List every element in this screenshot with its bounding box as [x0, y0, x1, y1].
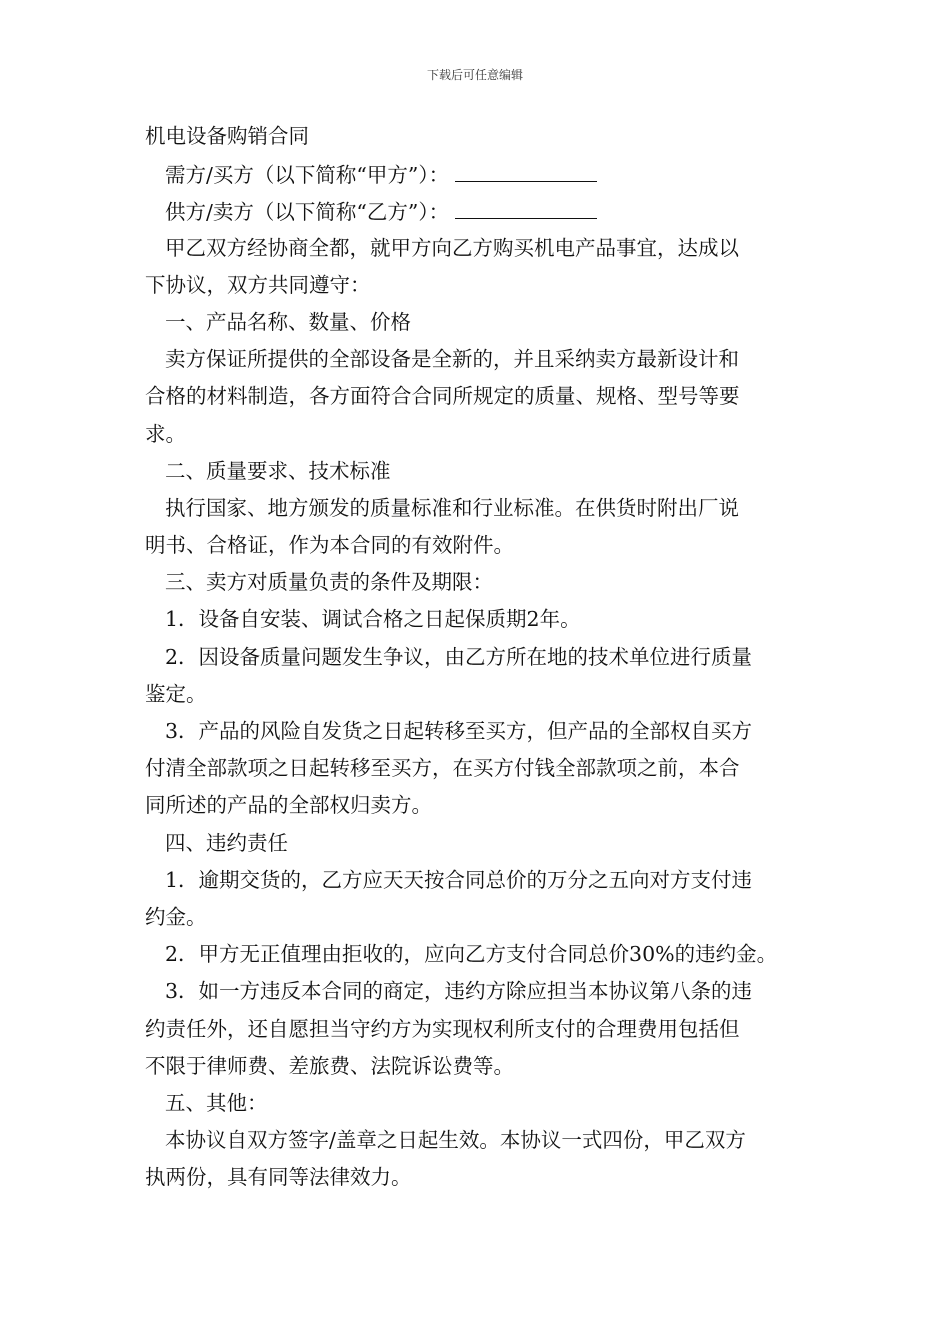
section-3-item-3-line-1: 3．产品的风险自发货之日起转移至买方，但产品的全部权自买方: [165, 719, 753, 743]
section-1-line-1: 卖方保证所提供的全部设备是全新的，并且采纳卖方最新设计和: [165, 347, 739, 372]
section-3-item-3-line-2: 付清全部款项之日起转移至买方，在买方付钱全部款项之前，本合: [145, 756, 740, 781]
party-b-label: 供方/卖方（以下简称“乙方”）：: [165, 200, 450, 225]
section-1-line-2: 合格的材料制造，各方面符合合同所规定的质量、规格、型号等要: [145, 384, 740, 409]
section-4-item-2: 2．甲方无正值理由拒收的，应向乙方支付合同总价30%的违约金。: [165, 942, 778, 967]
section-3-item-2-line-1: 2．因设备质量问题发生争议，由乙方所在地的技术单位进行质量: [165, 644, 753, 669]
section-2-line-1: 执行国家、地方颁发的质量标准和行业标准。在供货时附出厂说: [165, 495, 739, 520]
section-1-title: 一、产品名称、数量、价格: [165, 309, 411, 334]
section-4-item-1-line-2: 约金。: [145, 904, 207, 929]
party-a-blank[interactable]: [455, 155, 597, 182]
party-b-line: [145, 192, 813, 229]
section-3-item-1: 1．设备自安装、调试合格之日起保质期2年。: [165, 607, 581, 632]
section-4-item-3-line-3: 不限于律师费、差旅费、法院诉讼费等。: [145, 1053, 514, 1078]
intro-line-1: 甲乙双方经协商全都，就甲方向乙方购买机电产品事宜，达成以: [165, 235, 739, 260]
section-1-line-3: 求。: [145, 421, 186, 446]
section-4-item-3-line-2: 约责任外，还自愿担当守约方为实现权利所支付的合理费用包括但: [145, 1016, 740, 1041]
section-3-title: 三、卖方对质量负责的条件及期限：: [165, 570, 493, 595]
party-a-label: 需方/买方（以下简称“甲方”）：: [165, 163, 450, 188]
party-a-line: [145, 155, 813, 192]
section-5-line-2: 执两份，具有同等法律效力。: [145, 1165, 412, 1190]
party-b-blank[interactable]: [455, 192, 597, 219]
section-3-item-2-line-2: 鉴定。: [145, 681, 207, 706]
contract-body: [145, 118, 813, 1196]
page-header: 下载后可任意编辑: [426, 68, 523, 82]
section-5-title: 五、其他：: [165, 1090, 268, 1115]
section-4-title: 四、违约责任: [165, 830, 288, 855]
section-4-item-3-line-1: 3．如一方违反本合同的商定，违约方除应担当本协议第八条的违: [165, 979, 753, 1004]
section-5-line-1: 本协议自双方签字/盖章之日起生效。本协议一式四份，甲乙双方: [165, 1128, 746, 1153]
intro-line-2: 下协议，双方共同遵守：: [145, 272, 371, 297]
section-3-item-3-line-3: 同所述的产品的全部权归卖方。: [145, 793, 432, 818]
section-2-title: 二、质量要求、技术标准: [165, 458, 391, 483]
section-4-item-1-line-1: 1．逾期交货的，乙方应天天按合同总价的万分之五向对方支付违: [165, 867, 753, 892]
section-2-line-2: 明书、合格证，作为本合同的有效附件。: [145, 533, 514, 558]
contract-title: 机电设备购销合同: [145, 124, 309, 148]
